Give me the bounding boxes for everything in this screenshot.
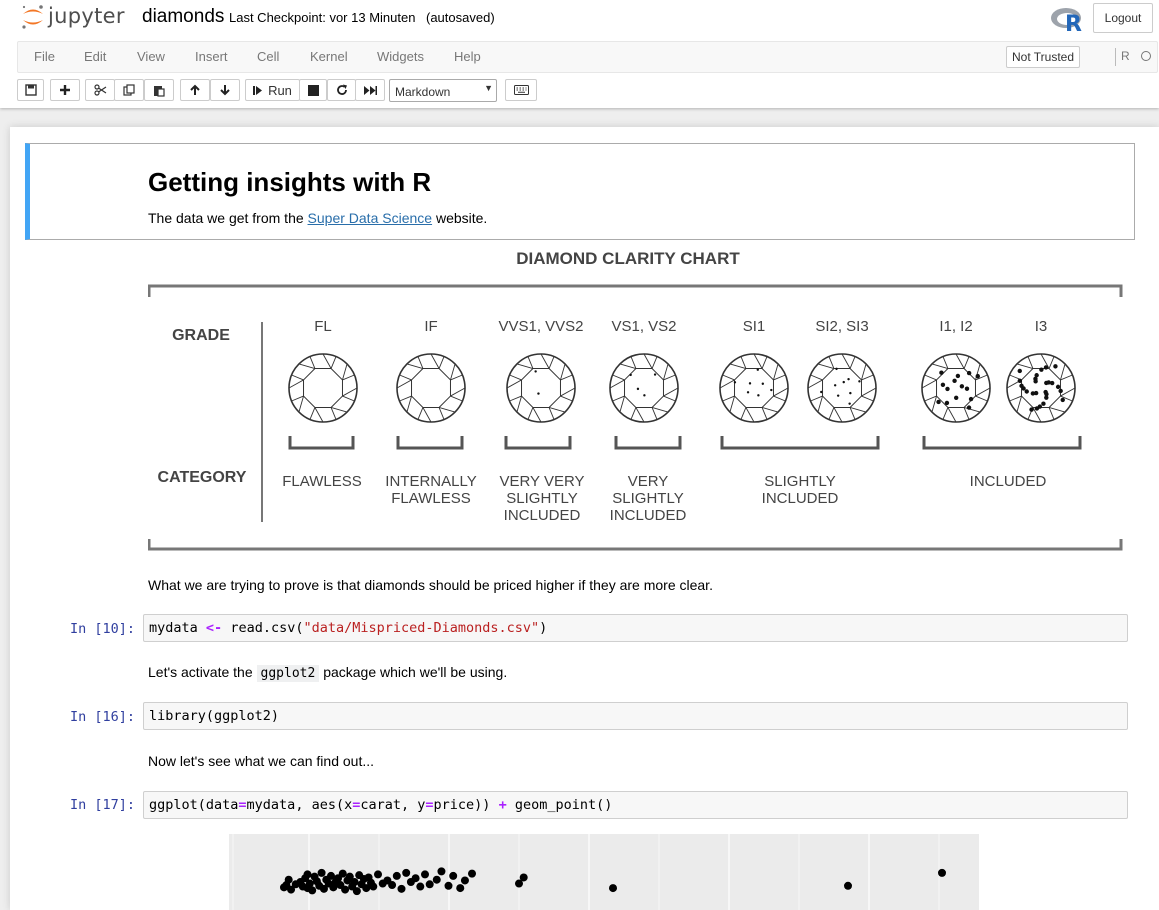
inclusion-mark [534,370,536,372]
category-label: INCLUDED [503,507,581,524]
menu-kernel[interactable]: Kernel [310,49,348,64]
paste-button[interactable] [144,79,174,101]
grade-label: VVS1, VVS2 [498,318,584,335]
diamond-3-icon [507,354,575,422]
inclusion-mark [941,383,945,387]
grade-row-label: GRADE [172,327,230,344]
code-operator: <- [205,620,223,636]
arrow-up-icon [189,84,201,96]
grade-label: I1, I2 [939,318,973,335]
inclusion-mark [1039,367,1043,371]
r-kernel-logo-icon [1050,4,1086,34]
fast-forward-icon [363,85,377,96]
move-up-button[interactable] [180,79,210,101]
category-label: INTERNALLY [385,473,477,490]
code-token: read.csv( [222,620,304,636]
keyboard-icon [514,85,529,95]
inclusion-mark [1019,384,1023,388]
scatter-point [433,876,441,884]
inclusion-mark [749,382,751,384]
scatter-point [437,867,445,875]
inclusion-mark [837,394,839,396]
activate-before: Let's activate the [148,664,257,680]
code-token: carat, y [360,797,426,813]
restart-run-all-button[interactable] [355,79,385,101]
inclusion-mark [820,391,822,393]
scatter-point [416,883,424,891]
code-cell-ggplot[interactable] [143,791,1128,819]
code-operator: = [425,797,434,813]
inclusion-mark [734,381,736,383]
diamond-2-icon [397,354,465,422]
scissors-icon [94,84,107,96]
inclusion-mark [858,380,860,382]
inclusion-mark [847,378,849,380]
category-bracket [924,436,1080,448]
code-token: mydata, aes(x [246,797,353,813]
code-token: price)) [433,797,499,813]
kernel-divider [1115,48,1116,66]
paste-icon [153,84,165,97]
menu-cell[interactable]: Cell [257,49,280,64]
cell-prompt: In [10]: [70,621,136,637]
scatter-point [456,884,464,892]
scatter-point [304,870,312,878]
scatter-point [445,882,453,890]
scatter-point [388,881,396,889]
inclusion-mark [965,387,969,391]
inclusion-mark [849,392,851,394]
scatter-point [938,869,946,877]
floppy-icon [25,84,37,96]
inclusion-mark [967,371,971,375]
scatter-point [402,869,410,877]
inclusion-mark [956,374,960,378]
inclusion-mark [976,374,980,378]
inclusion-mark [1058,389,1062,393]
step-forward-icon [253,85,263,96]
code-token: ggplot(data [149,797,239,813]
prove-text: What we are trying to prove is that diamonds should be priced higher if they are more clear. [148,577,713,593]
cut-button[interactable] [85,79,115,101]
inclusion-mark [1053,364,1057,368]
super-data-science-link[interactable]: Super Data Science [307,210,433,226]
category-label: SLIGHTLY [612,490,684,507]
scatter-point [351,878,359,886]
grade-label: SI1 [742,318,766,335]
category-bracket [290,436,353,448]
header [0,0,1159,108]
scatter-point [353,887,361,895]
stop-icon [308,85,319,96]
inclusion-mark [1061,398,1065,402]
category-label: SLIGHTLY [764,473,836,490]
inclusion-mark [1044,392,1048,396]
scatter-point [609,884,617,892]
intro-before: The data we get from the [148,210,308,226]
scatter-point [468,870,476,878]
code-string: "data/Mispriced-Diamonds.csv" [303,620,540,636]
inclusion-mark [960,384,964,388]
menu-widgets[interactable]: Widgets [377,49,424,64]
scatter-point [341,886,349,894]
code-cell-read-csv[interactable] [143,614,1128,642]
intro-after: website. [432,210,488,226]
scatter-point [421,870,429,878]
inclusion-mark [757,394,759,396]
intro-text [148,210,487,226]
inclusion-mark [952,379,956,383]
inclusion-mark [757,369,759,371]
dropdown-arrow-icon: ▼ [484,83,493,93]
code-token: mydata [149,620,198,636]
menu-file[interactable]: File [34,49,55,64]
inline-code-ggplot2: ggplot2 [257,665,320,682]
jupyter-logo-icon[interactable] [20,3,46,31]
run-label: Run [268,82,292,98]
diamond-4-icon [610,354,678,422]
scatter-point [374,870,382,878]
code-token: ) [539,620,548,636]
scatter-point [339,870,347,878]
menu-insert[interactable]: Insert [195,49,228,64]
inclusion-mark [747,391,749,393]
scatter-plot-output [229,834,979,910]
inclusion-mark [629,374,631,376]
logout-button[interactable]: Logout [1093,3,1153,33]
scatter-point [398,885,406,893]
kernel-idle-indicator-icon [1141,51,1151,61]
inclusion-mark [1018,379,1022,383]
grade-label: FL [314,318,332,335]
diamond-7-icon [922,354,990,422]
code-operator: = [352,797,361,813]
diamond-8-icon [1007,354,1075,422]
grade-label: SI2, SI3 [815,318,869,335]
inclusion-mark [1035,406,1039,410]
cell-prompt: In [17]: [70,797,136,813]
checkpoint-status: Last Checkpoint: vor 13 Minuten [229,10,416,25]
inclusion-mark [1046,380,1050,384]
notebook-container [10,127,1159,910]
scatter-point [308,886,316,894]
category-bracket [398,436,462,448]
copy-button[interactable] [114,79,144,101]
category-bracket [616,436,680,448]
category-label: INCLUDED [609,507,687,524]
category-label: INCLUDED [969,473,1047,490]
inclusion-mark [1034,391,1038,395]
scatter-point [306,880,314,888]
inclusion-mark [654,373,656,375]
inclusion-mark [954,396,958,400]
move-down-button[interactable] [210,79,240,101]
restart-button[interactable] [327,79,356,101]
scatter-point [318,869,326,877]
notebook-name[interactable]: diamonds [142,6,225,27]
code-operator: + [498,797,507,813]
inclusion-mark [1041,402,1045,406]
menu-help[interactable]: Help [454,49,481,64]
diamond-1-icon [289,354,357,422]
scatter-point [844,882,852,890]
jupyter-logo-text: jupyter [48,4,125,28]
cell-type-select[interactable] [389,79,497,102]
category-label: FLAWLESS [391,490,471,507]
autosave-status: (autosaved) [426,10,495,25]
scatter-point [393,872,401,880]
grade-label: VS1, VS2 [611,318,677,335]
top-bar [0,0,1159,40]
inclusion-mark [1018,369,1022,373]
inclusion-mark [762,383,764,385]
code-token: geom_point() [506,797,613,813]
category-label: INCLUDED [761,490,839,507]
code-cell-library[interactable]: library(ggplot2) [143,702,1128,730]
grade-label: IF [424,318,438,335]
cell-prompt: In [16]: [70,709,136,725]
category-label: VERY VERY [499,473,585,490]
copy-icon [123,84,135,96]
insert-cell-button[interactable] [50,79,80,101]
trust-status-button[interactable]: Not Trusted [1006,46,1080,68]
code-operator: = [238,797,247,813]
plus-icon [59,84,71,96]
menu-edit[interactable]: Edit [84,49,107,64]
menu-view[interactable]: View [137,49,165,64]
inclusion-mark [1044,365,1048,369]
category-label: SLIGHTLY [506,490,578,507]
inclusion-mark [834,384,836,386]
inclusion-mark [637,388,639,390]
scatter-point [426,880,434,888]
diamond-clarity-chart [148,244,1123,554]
inclusion-mark [967,405,971,409]
scatter-point [412,874,420,882]
diamond-6-icon [808,354,876,422]
inclusion-mark [848,402,850,404]
scatter-point [520,873,528,881]
inclusion-mark [643,394,645,396]
inclusion-mark [945,387,949,391]
inclusion-mark [945,401,949,405]
inclusion-mark [1056,385,1060,389]
activate-text [148,664,507,681]
category-bracket [506,436,570,448]
grade-label: I3 [1034,318,1048,335]
run-button[interactable] [245,79,300,101]
save-button[interactable] [17,79,44,101]
scatter-point [449,872,457,880]
menu-bar [17,41,1158,73]
cell-type-value: Markdown [395,85,451,99]
svg-text:R: R [1065,12,1082,34]
inclusion-mark [1025,389,1029,393]
scatter-point [285,876,293,884]
activate-after: package which we'll be using. [319,664,508,680]
interrupt-button[interactable] [299,79,327,101]
inclusion-mark [939,371,943,375]
category-label: FLAWLESS [282,473,362,490]
scatter-point [369,883,377,891]
inclusion-mark [1033,377,1037,381]
inclusion-mark [770,389,772,391]
inclusion-mark [1029,407,1033,411]
command-palette-button[interactable] [505,79,537,101]
redo-icon [336,84,348,96]
scatter-point [461,876,469,884]
category-bracket [722,436,878,448]
clarity-chart-title: DIAMOND CLARITY CHART [516,249,740,268]
inclusion-mark [537,392,539,394]
inclusion-mark [936,400,940,404]
notebook-heading: Getting insights with R [148,167,432,197]
arrow-down-icon [219,84,231,96]
category-row-label: CATEGORY [157,469,247,486]
findout-text: Now let's see what we can find out... [148,753,375,769]
diamond-5-icon [720,354,788,422]
inclusion-mark [835,368,837,370]
inclusion-mark [969,397,973,401]
kernel-name: R [1121,49,1130,63]
category-label: VERY [627,473,669,490]
inclusion-mark [843,381,845,383]
